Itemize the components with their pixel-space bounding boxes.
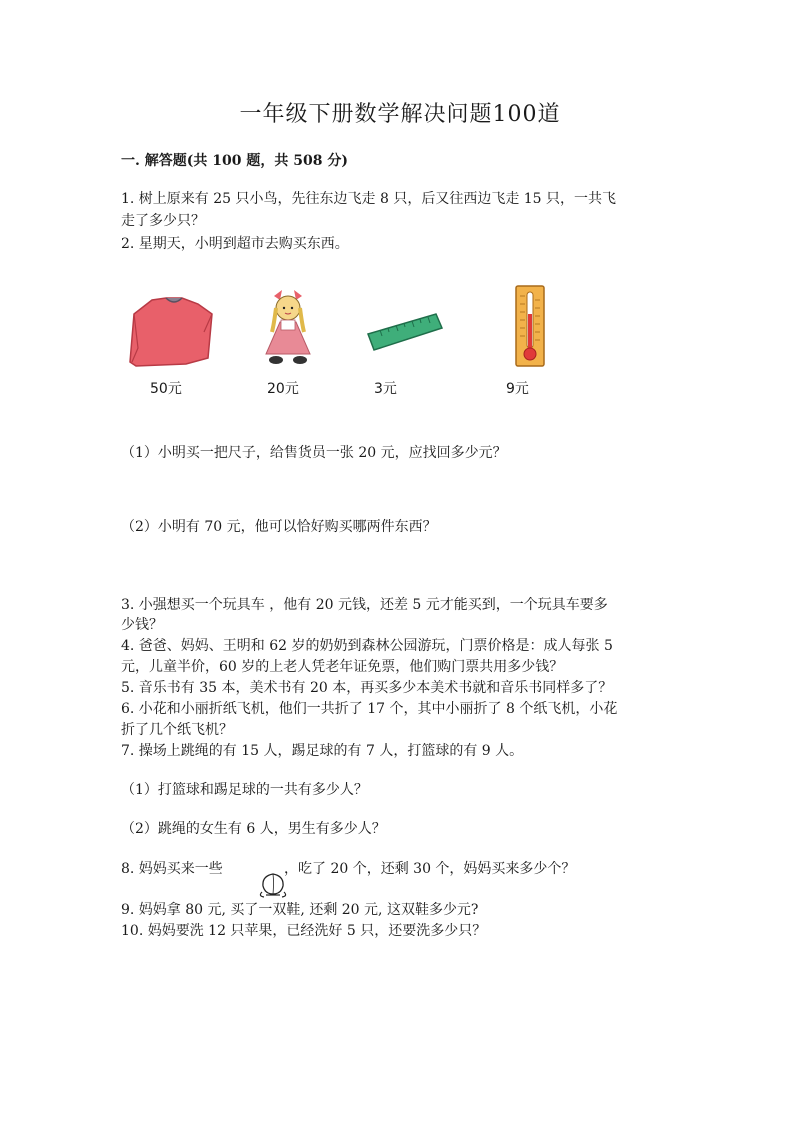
question-4-line-2: 元，儿童半价，60 岁的上老人凭老年证免票，他们购门票共用多少钱？ <box>121 659 564 675</box>
question-7: 7. 操场上跳绳的有 15 人，踢足球的有 7 人，打篮球的有 9 人。 <box>121 743 524 759</box>
question-6-line-2: 折了几个纸飞机？ <box>121 722 233 738</box>
section-heading: 一. 解答题(共 100 题，共 508 分) <box>121 153 348 169</box>
product-illustrations <box>120 284 580 399</box>
question-7-part-2: （2）跳绳的女生有 6 人，男生有多少人？ <box>121 821 386 837</box>
question-6-line-1: 6. 小花和小丽折纸飞机，他们一共折了 17 个，其中小丽折了 8 个纸飞机，小花 <box>121 701 618 717</box>
doll-icon <box>258 284 318 368</box>
question-3-line-2: 少钱？ <box>121 617 163 633</box>
price-thermometer: 9元 <box>506 381 529 397</box>
shirt-icon <box>126 292 216 367</box>
question-2: 2. 星期天，小明到超市去购买东西。 <box>121 236 349 252</box>
price-shirt: 50元 <box>150 381 182 397</box>
thermometer-icon <box>514 284 546 368</box>
question-1-line-2: 走了多少只？ <box>121 213 205 229</box>
question-4-line-1: 4. 爸爸、妈妈、王明和 62 岁的奶奶到森林公园游玩，门票价格是：成人每张 5 <box>121 638 613 654</box>
question-8-start: 8. 妈妈买来一些 <box>121 861 223 877</box>
price-doll: 20元 <box>267 381 299 397</box>
question-7-part-1: （1）打篮球和踢足球的一共有多少人？ <box>121 782 368 798</box>
question-8-end: ，吃了 20 个，还剩 30 个，妈妈买来多少个？ <box>284 861 576 877</box>
question-2-part-2: （2）小明有 70 元，他可以恰好购买哪两件东西？ <box>121 519 437 535</box>
page-title: 一年级下册数学解决问题100道 <box>239 102 561 127</box>
question-1-line-1: 1. 树上原来有 25 只小鸟，先往东边飞走 8 只，后又往西边飞走 15 只，一共飞 <box>121 191 617 207</box>
ruler-icon <box>366 310 444 354</box>
question-5: 5. 音乐书有 35 本，美术书有 20 本，再买多少本美术书就和音乐书同样多了？ <box>121 680 613 696</box>
question-3-line-1: 3. 小强想买一个玩具车 ，他有 20 元钱，还差 5 元才能买到，一个玩具车要多 <box>121 597 608 613</box>
price-ruler: 3元 <box>374 381 397 397</box>
question-2-part-1: （1）小明买一把尺子，给售货员一张 20 元，应找回多少元？ <box>121 445 507 461</box>
question-9: 9. 妈妈拿 80 元, 买了一双鞋, 还剩 20 元, 这双鞋多少元? <box>121 902 479 918</box>
question-10: 10. 妈妈要洗 12 只苹果，已经洗好 5 只，还要洗多少只？ <box>121 923 487 939</box>
peach-icon <box>256 870 290 902</box>
